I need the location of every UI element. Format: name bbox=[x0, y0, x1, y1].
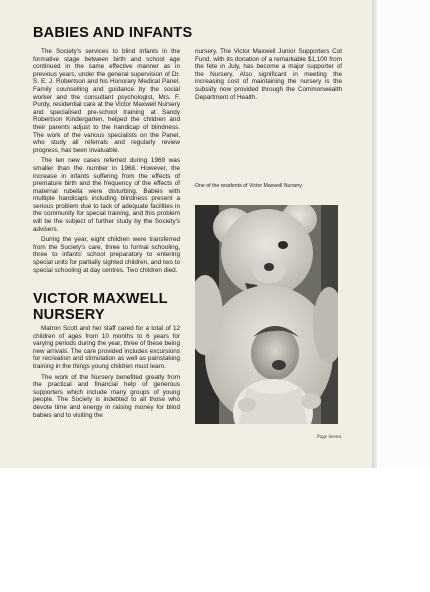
photo-illustration bbox=[195, 205, 338, 424]
babies-paragraph-3: During the year, eight children were transferred from the Society's care, three to formal schooling, three to infants' school preparatory to entering special units for partially sighted children, and two to special schooling at day centres. Two children died. bbox=[33, 236, 180, 274]
right-paragraph-1: nursery. The Victor Maxwell Junior Supporters Cot Fund, with its donation of a remarkable $1,100 from the fete in July, has become a major supporter of the Nursery. Also significant in meeting the increasing cost of maintaining the nursery is the subsidy now provided through the Commonwealth Department of Health. bbox=[195, 48, 342, 101]
heading-babies-and-infants: BABIES AND INFANTS bbox=[33, 25, 193, 41]
heading-victor-maxwell-nursery: VICTOR MAXWELL NURSERY bbox=[33, 291, 168, 323]
page-number: Page Seven bbox=[317, 434, 342, 440]
background-right bbox=[377, 0, 430, 468]
background-bottom bbox=[0, 468, 430, 592]
photo-child-with-teddy-bear bbox=[195, 205, 338, 424]
victor-paragraph-2: The work of the Nursery benefited greatly from the practical and financial help of generous supporters which include many groups of young people. The Society is indebted to all those who devote time and energy in raising money for blind babies and to visiting the bbox=[33, 373, 180, 419]
victor-column bbox=[33, 325, 180, 422]
babies-column bbox=[33, 48, 180, 277]
victor-paragraph-1: Matron Scott and her staff cared for a total of 12 children of ages from 10 months to 6 years for varying periods during the year, three of these being new arrivals. The care provided includes excursions for recreation and stimulation as well as painstaking training in the things young children must learn. bbox=[33, 325, 180, 370]
photo-caption: One of the residents of Victor Maxwell Nursery. bbox=[195, 183, 303, 189]
babies-paragraph-2: The ten new cases referred during 1969 was smaller than the number in 1968. However, the increase in infants suffering from the effects of premature birth and the frequency of the effects of maternal rubella were disturbing. Babies with multiple handicaps including blindness present a serious problem due to lack of adequate facilities in the community for special training, and this problem will be the subject of further study by the Society's advisers. bbox=[33, 157, 180, 233]
right-column bbox=[195, 48, 342, 104]
babies-paragraph-1: The Society's services to blind infants in the formative stage between birth and school age continued in the same effective manner as in previous years, under the general supervision of Dr. S. E. J. Robertson and his Honorary Medical Panel. Family counselling and guidance by the social worker and the consultant psychologist, Mrs. F. Purdy, residential care at the Victor Maxwell Nursery and specialised pre-school training at Sandy Robertson Kindergarten, helped the children and their parents adjust to the handicap of blindness. The work of the various specialists on the Panel, who study all referrals and regularly review progress, has been invaluable. bbox=[33, 48, 180, 154]
